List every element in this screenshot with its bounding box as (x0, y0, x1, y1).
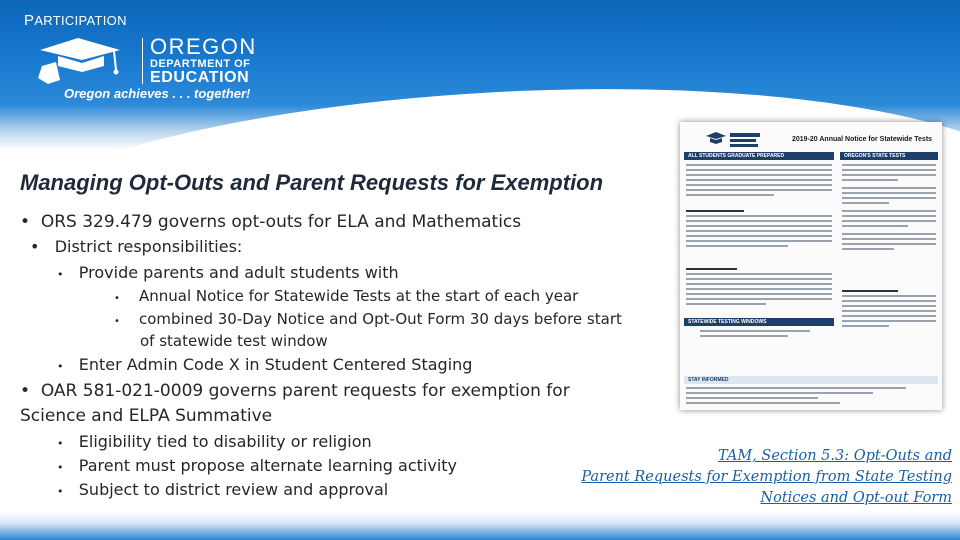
footer-bar (0, 512, 960, 540)
bullet-30-day-notice: • combined 30-Day Notice and Opt-Out Form 30 days before start (114, 310, 622, 328)
doc-head-graduate: ALL STUDENTS GRADUATE PREPARED (684, 152, 834, 160)
bullet-annual-notice: • Annual Notice for Statewide Tests at the start of each year (114, 287, 579, 305)
doc-title: 2019-20 Annual Notice for Statewide Tests (792, 136, 933, 143)
annual-notice-preview (680, 122, 942, 410)
tam-link-line-3[interactable]: Notices and Opt-out Form (760, 490, 952, 506)
doc-text-block-stay (686, 387, 906, 407)
logo-department: DEPARTMENT OF (150, 58, 251, 70)
graduation-cap-oregon-icon (34, 36, 138, 86)
logo-education: EDUCATION (150, 69, 250, 86)
doc-text-block-2 (686, 210, 832, 250)
bullet-provide: • Provide parents and adult students with (57, 263, 399, 282)
bullet-oar: • OAR 581-021-0009 governs parent requests for exemption for (20, 381, 570, 401)
doc-text-block-3 (686, 268, 832, 308)
bullet-ors: • ORS 329.479 governs opt-outs for ELA and Mathematics (20, 212, 522, 232)
tam-reference-link[interactable] (572, 446, 952, 509)
bullet-district-review: • Subject to district review and approval (57, 480, 389, 499)
logo-oregon: OREGON (150, 34, 257, 59)
section-label: PARTICIPATION (24, 12, 127, 29)
doc-text-block-right-2 (842, 290, 936, 330)
logo-tagline: Oregon achieves . . . together! (64, 86, 251, 101)
doc-head-windows: STATEWIDE TESTING WINDOWS (684, 318, 834, 326)
ode-logo (34, 36, 274, 106)
doc-head-state-tests: OREGON'S STATE TESTS (840, 152, 938, 160)
bullet-30-day-notice-cont: of statewide test window (140, 332, 328, 350)
page-title: Managing Opt-Outs and Parent Requests for Exemption (20, 170, 604, 195)
bullet-eligibility: • Eligibility tied to disability or religion (57, 432, 372, 451)
bullet-admin-code: • Enter Admin Code X in Student Centered Staging (57, 355, 473, 374)
doc-ode-logo-icon (704, 130, 764, 152)
bullet-district: • District responsibilities: (30, 237, 243, 256)
logo-divider (142, 38, 143, 84)
doc-text-block-1 (686, 164, 832, 199)
doc-text-block-windows (700, 330, 810, 340)
bullet-alternate-activity: • Parent must propose alternate learning activity (57, 456, 458, 475)
doc-text-block-right (842, 164, 936, 253)
tam-link-line-1[interactable]: TAM, Section 5.3: Opt-Outs and (717, 448, 952, 464)
bullet-oar-cont: Science and ELPA Summative (20, 406, 273, 426)
doc-head-stay-informed: STAY INFORMED (684, 376, 938, 384)
tam-link-line-2[interactable]: Parent Requests for Exemption from State Testing (581, 469, 952, 485)
